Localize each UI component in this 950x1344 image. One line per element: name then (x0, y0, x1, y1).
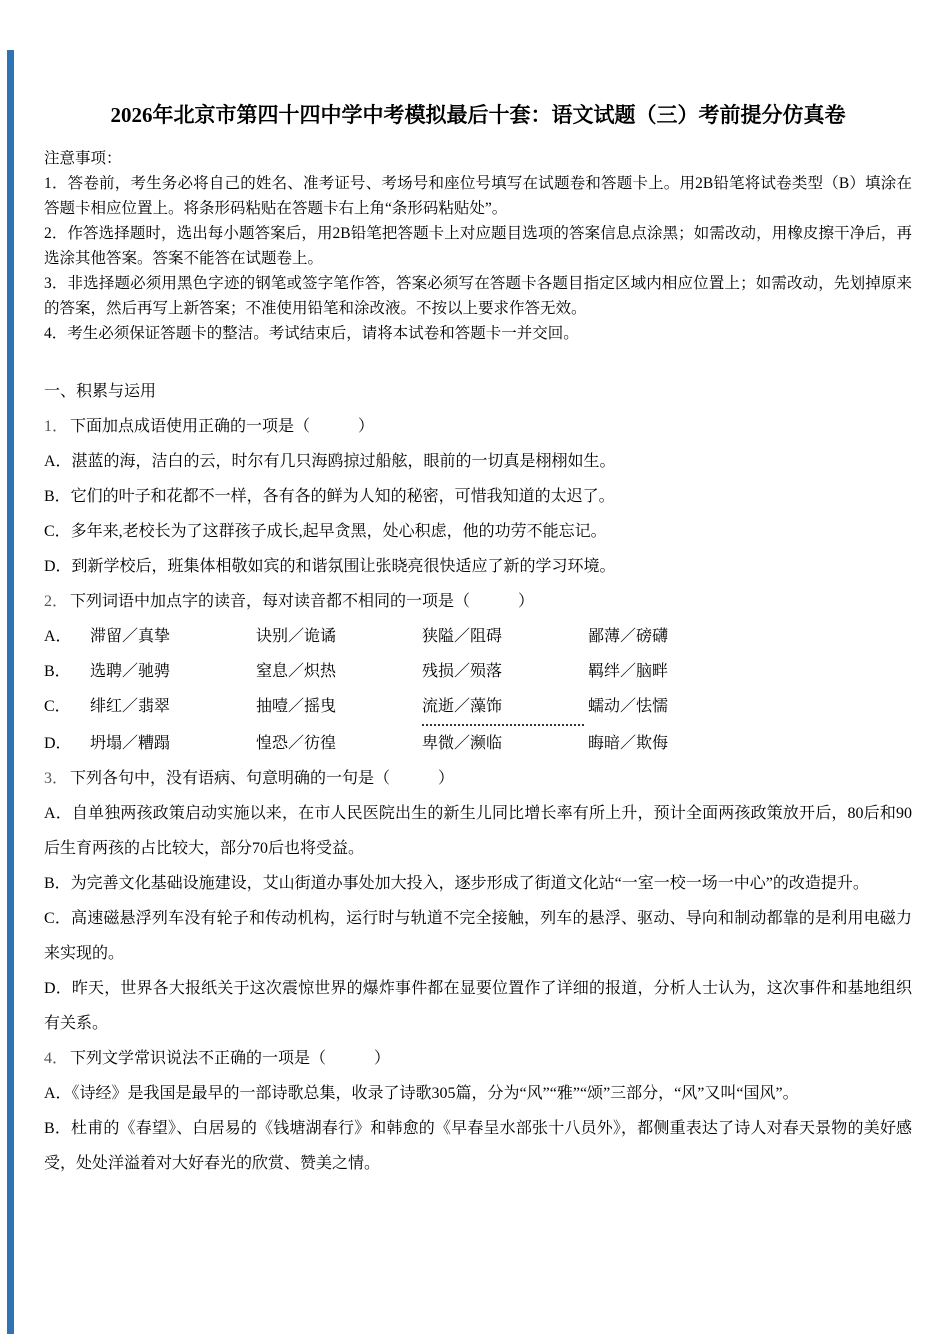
question-2-option-c (44, 689, 912, 726)
option-letter: A． (44, 628, 72, 645)
question-1-stem (44, 409, 912, 444)
notice-item-2: 2．作答选择题时，选出每小题答案后，用2B铅笔把答题卡上对应题目选项的答案信息点涂黑；如需改动，用橡皮擦干净后，再选涂其他答案。答案不能答在试题卷上。 (44, 225, 912, 267)
question-1-option-d: D．到新学校后，班集体相敬如宾的和谐氛围让张晓亮很快适应了新的学习环境。 (44, 558, 616, 575)
question-2-option-b (44, 654, 912, 689)
pronunciation-pair: 选聘／驰骋 (90, 663, 171, 680)
pronunciation-pair: 滞留／真挚 (90, 628, 171, 645)
pronunciation-pair: 绯红／翡翠 (90, 698, 171, 715)
question-2-option-d (44, 726, 912, 761)
question-3-option-b: B．为完善文化基础设施建设，艾山街道办事处加大投入，逐步形成了街道文化站“一室一校一场一中心”的改造提升。 (44, 875, 869, 892)
question-4-option-b: B．杜甫的《春望》、白居易的《钱塘湖春行》和韩愈的《早春呈水部张十八员外》，都侧重表达了诗人对春天景物的美好感受，处处洋溢着对大好春光的欣赏、赞美之情。 (44, 1120, 912, 1172)
pronunciation-pair: 鄙薄／磅礴 (588, 628, 669, 645)
question-1-option-c: C．多年来,老校长为了这群孩子成长,起早贪黑，处心积虑，他的功劳不能忘记。 (44, 523, 607, 540)
pronunciation-pair: 窒息／炽热 (256, 663, 337, 680)
pronunciation-pair: 晦暗／欺侮 (588, 735, 669, 752)
question-3-option-d: D．昨天，世界各大报纸关于这次震惊世界的爆炸事件都在显要位置作了详细的报道，分析人士认为，这次事件和基地组织有关系。 (44, 980, 912, 1032)
notice-heading: 注意事项： (44, 150, 122, 167)
notice-item-3: 3．非选择题必须用黑色字迹的钢笔或签字笔作答，答案必须写在答题卡各题目指定区域内相应位置上；如需改动，先划掉原来的答案，然后再写上新答案；不准使用铅笔和涂改液。不按以上要求作答无效。 (44, 275, 912, 317)
notice-section (44, 146, 912, 346)
notice-item-4: 4．考生必须保证答题卡的整洁。考试结束后，请将本试卷和答题卡一并交回。 (44, 325, 579, 342)
question-3-number: 3． (44, 770, 69, 787)
question-2-stem (44, 584, 912, 619)
question-4-option-a: A．《诗经》是我国是最早的一部诗歌总集，收录了诗歌305篇，分为“风”“雅”“颂”三部分，“风”又叫“国风”。 (44, 1085, 799, 1102)
option-letter: D． (44, 735, 72, 752)
question-4-stem (44, 1041, 912, 1076)
page-title: 2026年北京市第四十四中学中考模拟最后十套：语文试题（三）考前提分仿真卷 (110, 103, 846, 127)
question-2-option-a (44, 619, 912, 654)
pronunciation-pair: 坍塌／糟蹋 (90, 735, 171, 752)
pronunciation-pair: 惶恐／彷徨 (256, 735, 337, 752)
question-2-number: 2． (44, 593, 69, 610)
question-3-option-c: C．高速磁悬浮列车没有轮子和传动机构，运行时与轨道不完全接触，列车的悬浮、驱动、导向和制动都靠的是利用电磁力来实现的。 (44, 910, 912, 962)
pronunciation-pair: 羁绊／脑畔 (588, 663, 669, 680)
pronunciation-pair: 诀别／诡谲 (256, 628, 337, 645)
section-accumulation (44, 374, 912, 1181)
question-4-number: 4． (44, 1050, 69, 1067)
question-1-text: 下面加点成语使用正确的一项是（ ） (70, 418, 375, 435)
question-1-option-a: A．湛蓝的海，洁白的云，时尔有几只海鸥掠过船舷，眼前的一切真是栩栩如生。 (44, 453, 616, 470)
left-margin-rule (7, 50, 14, 1334)
option-letter: C． (44, 698, 71, 715)
section-heading: 一、积累与运用 (44, 383, 157, 400)
option-letter: B． (44, 663, 71, 680)
question-1-option-b: B．它们的叶子和花都不一样，各有各的鲜为人知的秘密，可惜我知道的太迟了。 (44, 488, 615, 505)
pronunciation-pair: 残损／殒落 (422, 663, 503, 680)
pronunciation-pair: 卑微／濒临 (422, 735, 503, 752)
pronunciation-pair: 狭隘／阻碍 (422, 628, 503, 645)
question-3-option-a: A．自单独两孩政策启动实施以来，在市人民医院出生的新生儿同比增长率有所上升，预计全面两孩政策放开后，80后和90后生育两孩的占比较大，部分70后也将受益。 (44, 805, 912, 857)
question-3-stem (44, 761, 912, 796)
question-2-text: 下列词语中加点字的读音，每对读音都不相同的一项是（ ） (70, 593, 535, 610)
pronunciation-pair: 蠕动／怯懦 (588, 698, 669, 715)
question-4-text: 下列文学常识说法不正确的一项是（ ） (70, 1050, 391, 1067)
pronunciation-pair: 抽噎／摇曳 (256, 698, 337, 715)
question-3-text: 下列各句中，没有语病、句意明确的一句是（ ） (70, 770, 455, 787)
question-1-number: 1． (44, 418, 69, 435)
pronunciation-pair-emphasized: 流逝／藻饰 (422, 689, 584, 726)
notice-item-1: 1．答卷前，考生务必将自己的姓名、准考证号、考场号和座位号填写在试题卷和答题卡上。用2B铅笔将试卷类型（B）填涂在答题卡相应位置上。将条形码粘贴在答题卡右上角“条形码粘贴处”。 (44, 175, 912, 217)
